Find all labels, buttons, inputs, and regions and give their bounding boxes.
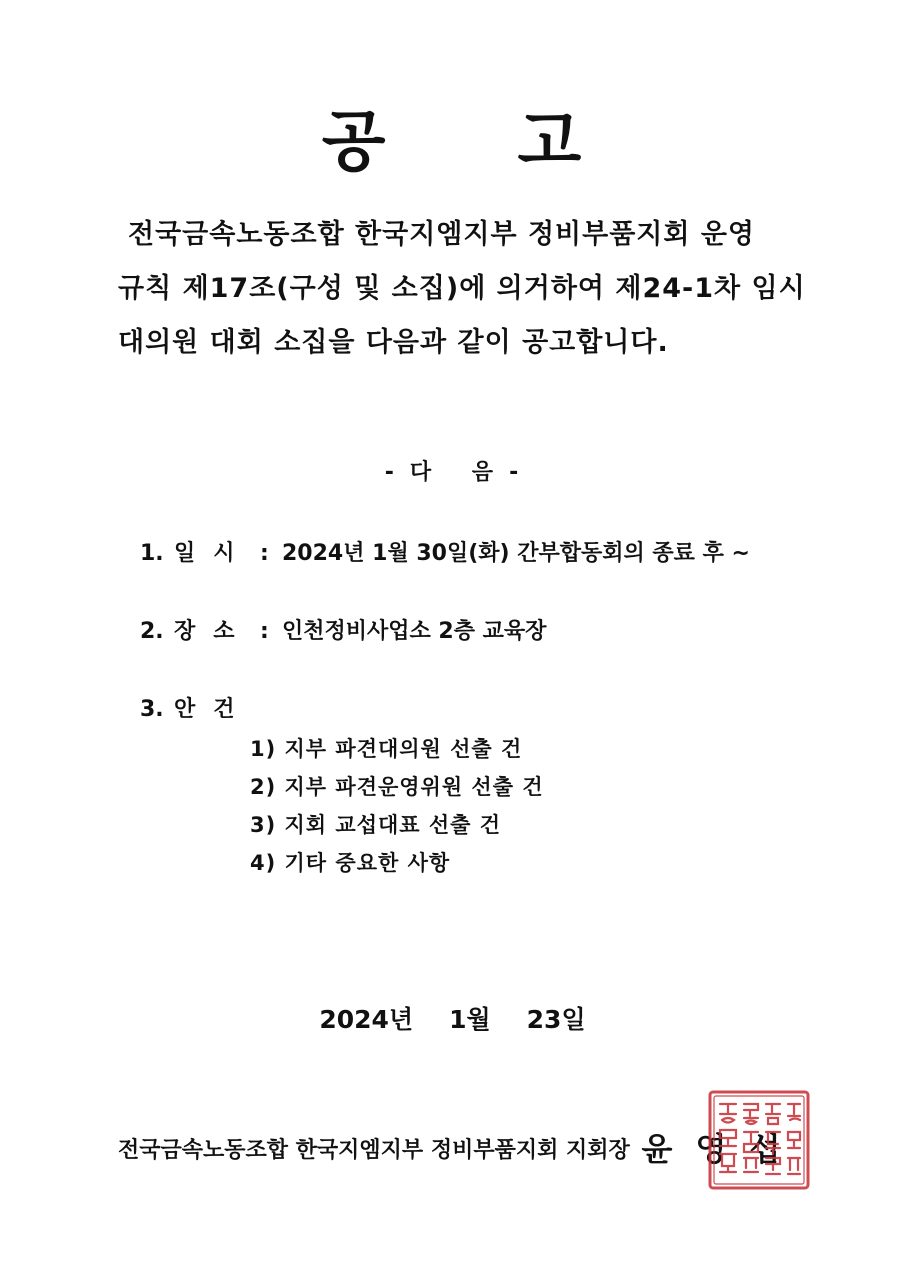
item-agenda <box>140 692 260 723</box>
title-char-2: 고 <box>517 103 584 180</box>
agenda-list <box>250 730 544 882</box>
notice-body <box>118 208 806 370</box>
date-day: 23일 <box>526 1005 586 1034</box>
heading-dash-left: - <box>384 460 396 485</box>
item-label: 안건 <box>174 697 253 722</box>
notice-date <box>0 1000 905 1036</box>
item-location <box>140 614 546 645</box>
title-char-1: 공 <box>321 103 388 180</box>
agenda-item: 2) 지부 파견운영위원 선출 건 <box>250 775 544 799</box>
item-value: 2024년 1월 30일(화) 간부합동회의 종료 후 ~ <box>282 541 750 566</box>
signature-name: 윤 영 섭 <box>641 1130 787 1168</box>
official-seal-stamp <box>706 1088 812 1192</box>
date-month: 1월 <box>449 1005 491 1034</box>
item-value: 인천정비사업소 2층 교육장 <box>282 619 547 644</box>
agenda-item: 4) 기타 중요한 사항 <box>250 851 451 875</box>
body-line-2: 규칙 제17조(구성 및 소집)에 의거하여 제24-1차 임시 <box>118 273 806 304</box>
section-heading <box>0 455 905 486</box>
signature-line <box>118 1124 786 1170</box>
item-separator: : <box>260 541 269 566</box>
item-separator: : <box>260 619 269 644</box>
item-number: 2. <box>140 619 164 644</box>
item-label: 일시 <box>174 541 253 566</box>
signature-organization: 전국금속노동조합 한국지엠지부 정비부품지회 지회장 <box>118 1138 630 1163</box>
date-year: 2024년 <box>319 1005 414 1034</box>
document-title <box>0 88 905 183</box>
item-number: 3. <box>140 697 164 722</box>
heading-text: 다 음 <box>409 460 496 485</box>
item-schedule <box>140 536 750 567</box>
body-line-3: 대의원 대회 소집을 다음과 같이 공고합니다. <box>118 327 669 358</box>
body-line-1: 전국금속노동조합 한국지엠지부 정비부품지회 운영 <box>128 219 756 250</box>
heading-dash-right: - <box>509 460 521 485</box>
agenda-item: 1) 지부 파견대의원 선출 건 <box>250 737 523 761</box>
item-label: 장소 <box>174 619 253 644</box>
agenda-item: 3) 지회 교섭대표 선출 건 <box>250 813 502 837</box>
item-number: 1. <box>140 541 164 566</box>
